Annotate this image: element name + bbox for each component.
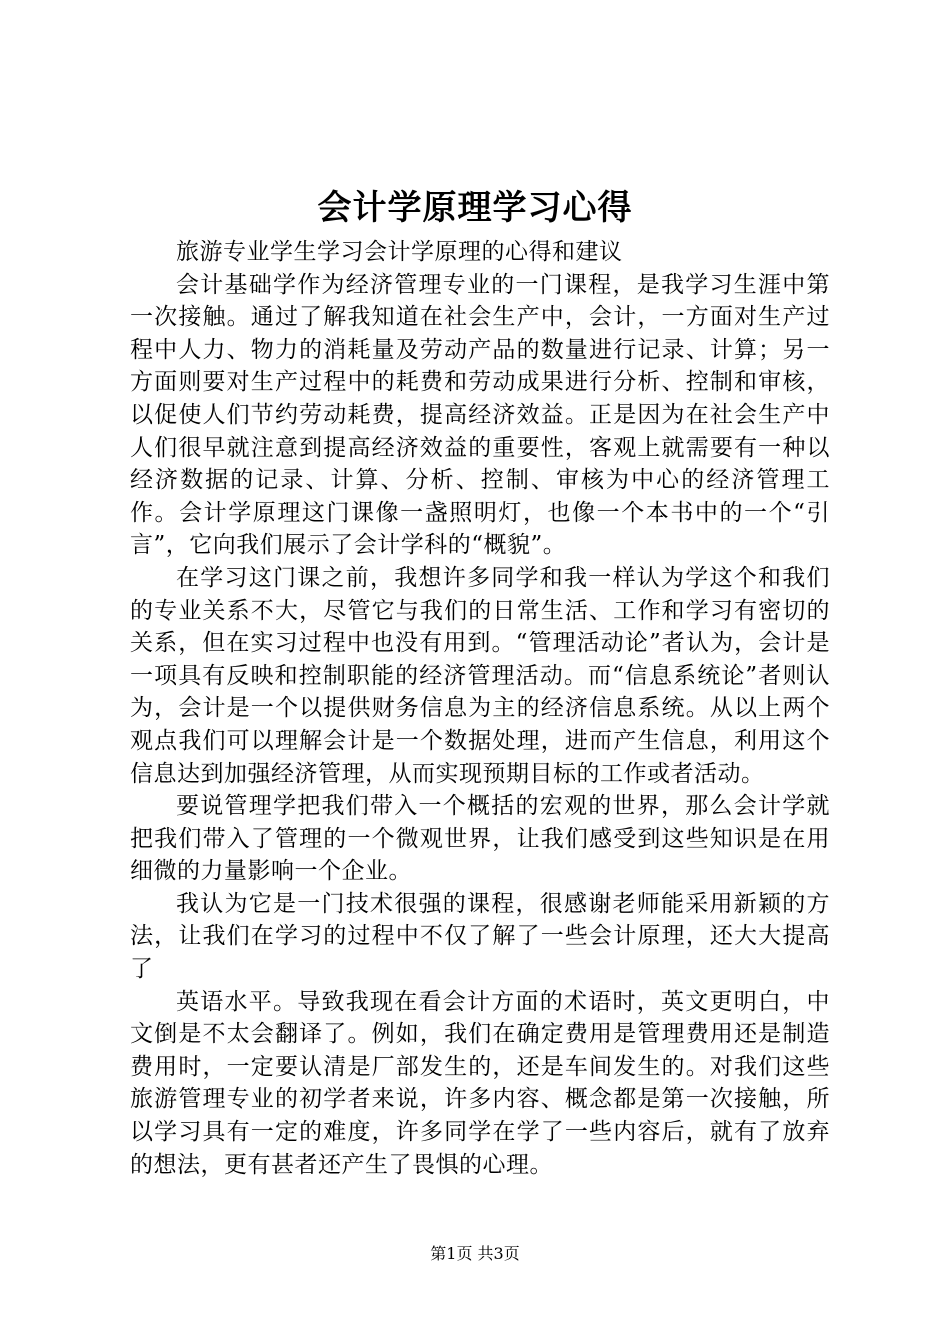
page-footer: 第1页 共3页 xyxy=(430,1244,520,1263)
paragraph: 我认为它是一门技术很强的课程，很感谢老师能采用新颖的方法，让我们在学习的过程中不仅了解了一些会计原理，还大大提高了 xyxy=(130,890,830,983)
document-body xyxy=(130,236,830,1181)
paragraph: 会计基础学作为经济管理专业的一门课程，是我学习生涯中第一次接触。通过了解我知道在社会生产中，会计，一方面对生产过程中人力、物力的消耗量及劳动产品的数量进行记录、计算；另一方面则要对生产过程中的耗费和劳动成果进行分析、控制和审核，以促使人们节约劳动耗费，提高经济效益。正是因为在社会生产中人们很早就注意到提高经济效益的重要性，客观上就需要有一种以经济数据的记录、计算、分析、控制、审核为中心的经济管理工作。会计学原理这门课像一盏照明灯，也像一个本书中的一个“引言”，它向我们展示了会计学科的“概貌”。 xyxy=(130,271,830,559)
paragraph: 英语水平。导致我现在看会计方面的术语时，英文更明白，中文倒是不太会翻译了。例如，我们在确定费用是管理费用还是制造费用时，一定要认清是厂部发生的，还是车间发生的。对我们这些旅游管理专业的初学者来说，许多内容、概念都是第一次接触，所以学习具有一定的难度，许多同学在学了一些内容后，就有了放弃的想法，更有甚者还产生了畏惧的心理。 xyxy=(130,988,830,1178)
paragraph-subtitle: 旅游专业学生学习会计学原理的心得和建议 xyxy=(176,239,623,265)
paragraph: 在学习这门课之前，我想许多同学和我一样认为学这个和我们的专业关系不大，尽管它与我们的日常生活、工作和学习有密切的关系，但在实习过程中也没有用到。“管理活动论”者认为，会计是一项具有反映和控制职能的经济管理活动。而“信息系统论”者则认为，会计是一个以提供财务信息为主的经济信息系统。从以上两个观点我们可以理解会计是一个数据处理，进而产生信息，利用这个信息达到加强经济管理，从而实现预期目标的工作或者活动。 xyxy=(130,564,830,787)
paragraph: 要说管理学把我们带入一个概括的宏观的世界，那么会计学就把我们带入了管理的一个微观世界，让我们感受到这些知识是在用细微的力量影响一个企业。 xyxy=(130,793,830,885)
page-title: 会计学原理学习心得 xyxy=(317,188,633,228)
